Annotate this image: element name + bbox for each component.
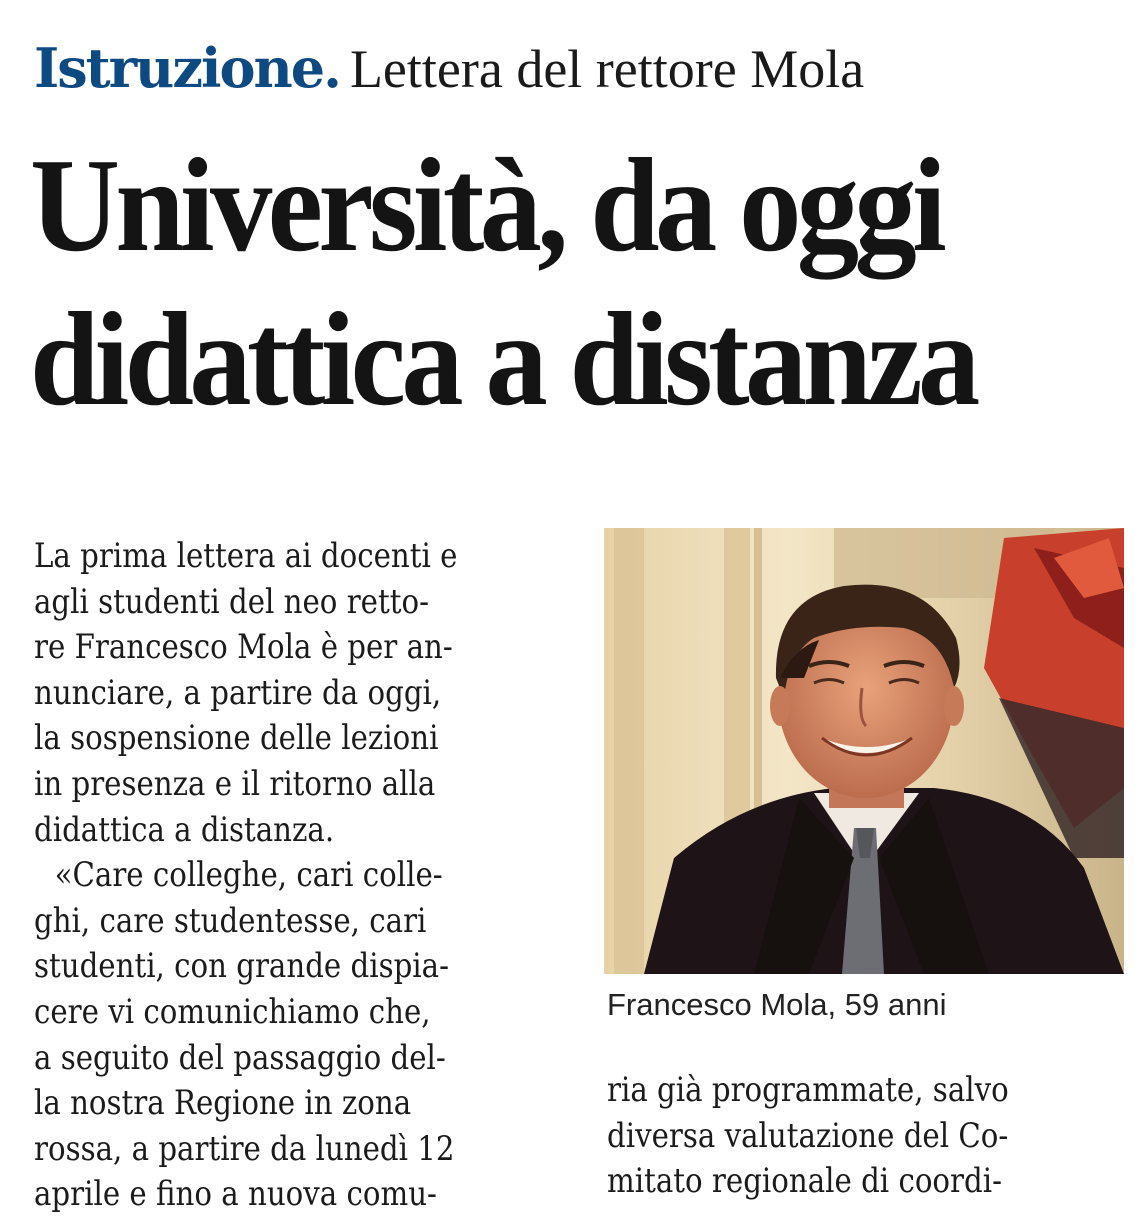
body-line: studenti, con grande dispia- (34, 946, 449, 987)
body-line: aprile e fino a nuova comu- (34, 1174, 437, 1215)
body-line: «Care colleghe, cari colle- (54, 855, 443, 896)
body-line: re Francesco Mola è per an- (34, 627, 453, 668)
body-line: cere vi comunichiamo che, (34, 991, 431, 1032)
article-body-right-column (607, 1068, 1127, 1205)
body-line: ria già programmate, salvo (607, 1070, 1009, 1110)
body-line: rossa, a partire da lunedì 12 (34, 1128, 455, 1169)
body-line: La prima lettera ai docenti e (34, 536, 458, 576)
kicker (34, 30, 864, 107)
body-line: la sospensione delle lezioni (34, 718, 439, 759)
body-line: la nostra Regione in zona (34, 1083, 412, 1124)
section-label: Istruzione. (34, 36, 340, 100)
kicker-title: Lettera del rettore Mola (349, 39, 865, 99)
body-line: nunciare, a partire da oggi, (34, 672, 442, 713)
headline-line-2: didattica a distanza (30, 285, 976, 433)
body-line: a seguito del passaggio del- (34, 1037, 446, 1078)
headline-line-1: Università, da oggi (30, 131, 943, 279)
portrait-illustration (604, 528, 1124, 974)
body-line: didattica a distanza. (34, 809, 335, 850)
body-line: ghi, care studentesse, cari (34, 900, 427, 941)
article-body-left-column (34, 534, 554, 1218)
body-line: agli studenti del neo retto- (34, 581, 429, 622)
body-line: mitato regionale di coordi- (607, 1161, 1002, 1202)
portrait-photo (604, 528, 1124, 974)
body-line: diversa valutazione del Co- (607, 1115, 1009, 1156)
body-line: in presenza e il ritorno alla (34, 763, 436, 804)
article-headline (30, 128, 1130, 436)
photo-caption: Francesco Mola, 59 anni (607, 987, 947, 1022)
